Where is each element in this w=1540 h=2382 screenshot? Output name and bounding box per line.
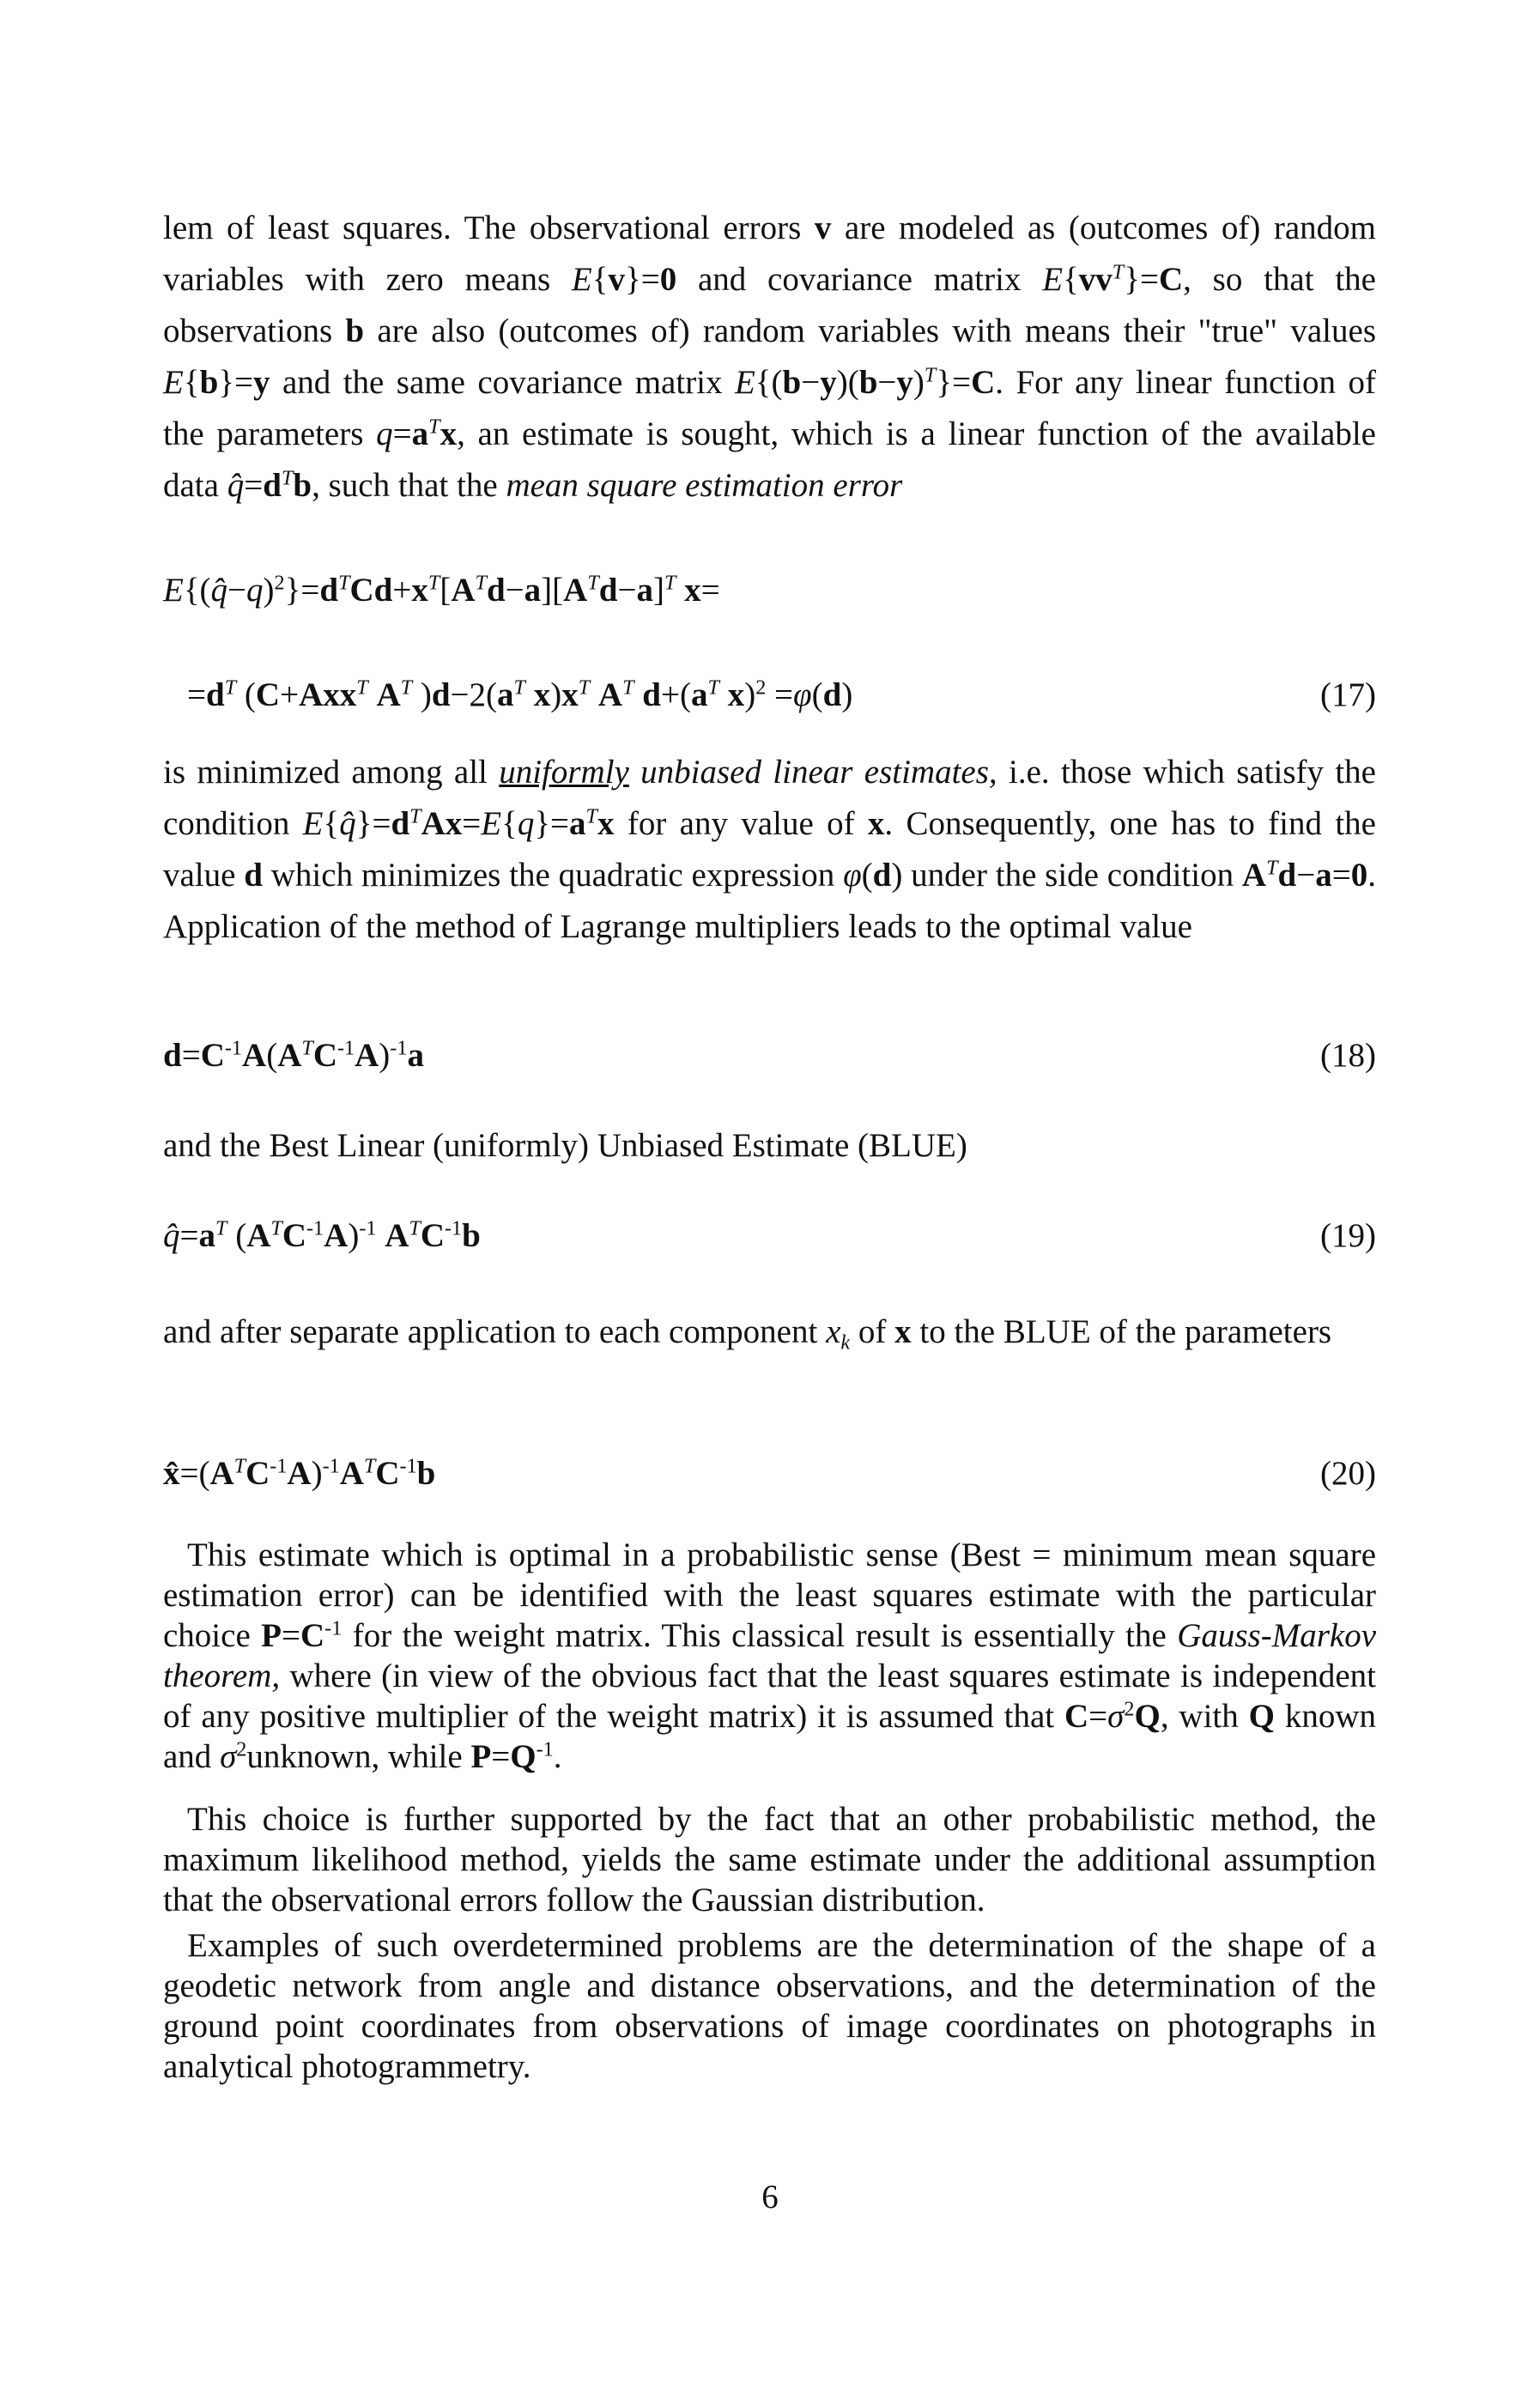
paragraph-maximum-likelihood: This choice is further supported by the fact that an other probabilistic method, the maximum likelihood method, yields the same estimate under the additional assumption that the observational errors follow the Gaussian distribution. — [163, 1801, 1376, 1918]
equation-number-17: (17) — [1320, 676, 1376, 713]
paragraph-examples: Examples of such overdetermined problems are the determination of the shape of a geodetic network from angle and distance observations, and the determination of the ground point coordinates from observations of image coordinates on photographs in analytical photogrammetry. — [163, 1927, 1376, 2085]
equation-19: $q̂=a^T$ $(A^TC^{-1}A)^{-1}$ $A^TC^{-1}b$ (19) — [163, 1210, 1376, 1262]
equation-17-line-1: $E\{(q̂-q)^2\}=d^TCd+x^T[A^Td-a][A^Td-a]^T$ x= — [163, 571, 720, 609]
equation-number-19: (19) — [1320, 1217, 1376, 1254]
paragraph-least-squares-intro: lem of least squares. The observational errors v are modeled as (outcomes of) random variables with zero means E{v}=0 and covariance matrix $E\{vv^T\}=C$, so that the observations b are also (outcomes of) random variables with means their "true" values E{b}=y and the same covariance matrix $E\{(b-y)(b-y)^T\}=C$. For any linear function of the parameters $q=a^Tx$, an estimate is sought, which is a linear function of the available data $q̂=d^Tb$, such that the mean square estimation error — [163, 209, 1376, 504]
paragraph-gauss-markov: This estimate which is optimal in a probabilistic sense (Best = minimum mean square estimation error) can be identified with the least squares estimate with the particular choice $P=C^{-1}$ for the weight matrix. This classical result is essentially the Gauss-Markov theorem, where (in view of the obvious fact that the least squares estimate is independent of any positive multiplier of the weight matrix) it is assumed that $C=\sigma^2Q$, with Q known and $\sigma^2unknown$, while $P=Q^{-1}$. — [163, 1536, 1377, 1775]
equation-18: $d=C^{-1}A(A^TC^{-1}A)^{-1}a$ (18) — [163, 1030, 1376, 1082]
equation-20: $x̂=(A^TC^{-1}A)^{-1}A^TC^{-1}b$ (20) — [163, 1448, 1376, 1500]
paragraph-component-application: and after separate application to each component $x_k$ of x to the BLUE of the parameters — [163, 1313, 1332, 1355]
paragraph-unbiased-estimates: is minimized among all uniformly unbiased linear estimates, i.e. those which satisfy the condition $E\{q̂\}=d^TAx=E\{q\}=a^Tx$ for any value of x. Consequently, one has to find the value d which minimizes the quadratic expression φ(d) under the side condition $A^Td-a=0$. Application of the method of Lagrange multipliers leads to the optimal value — [163, 754, 1376, 945]
equation-number-20: (20) — [1320, 1455, 1376, 1492]
page-number: 6 — [761, 2179, 779, 2215]
paragraph-blue: and the Best Linear (uniformly) Unbiased Estimate (BLUE) — [163, 1127, 967, 1164]
equation-17: $=d^T$ (C+Axx$^T$ $A^T$ )$d-2(a^T$ $x)x^T$ $A^T$ $d+(a^T$ x)$^2$ =φ(d) (17) — [163, 670, 1376, 721]
equation-number-18: (18) — [1320, 1037, 1376, 1074]
